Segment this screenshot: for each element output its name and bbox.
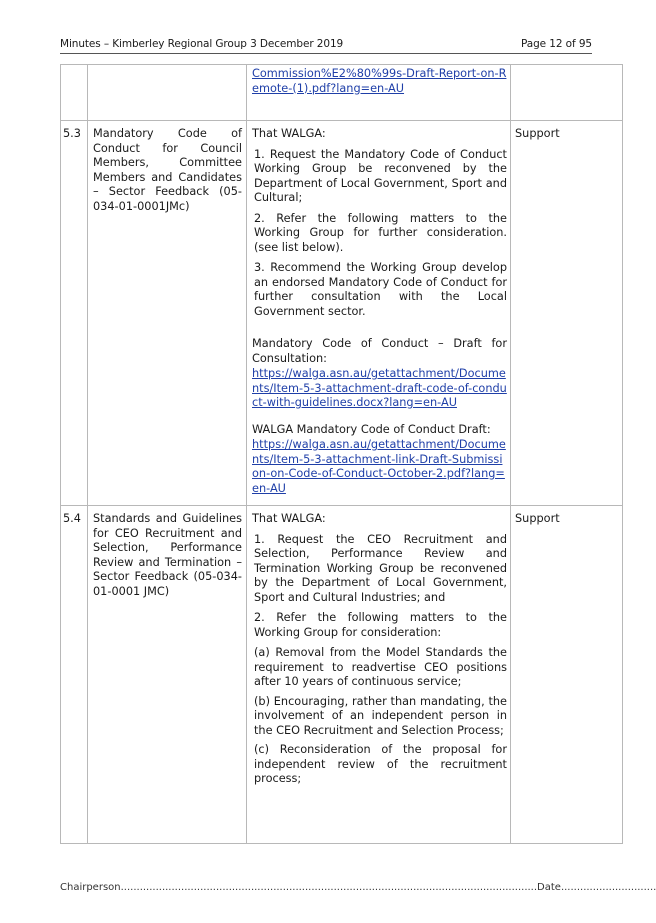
attachment-link-2[interactable]: https://walga.asn.au/getattachment/Documents/Item-5-3-attachment-link-Draft-Submission-on-Code-of-Conduct-October-2.pdf?lang=en-AU [252, 438, 506, 495]
date-label: Date [537, 882, 561, 893]
subject-cell [88, 65, 247, 121]
resolution-cell [247, 121, 511, 506]
page-number: Page 12 of 95 [521, 38, 592, 50]
resolution-intro: That WALGA: [252, 512, 326, 525]
signature-footer: Chairperson...................................................................................................................................Date.............................. [60, 882, 656, 893]
resolution-item-2: 2. Refer the following matters to the Working Group for consideration: [254, 611, 507, 639]
item-subject: Standards and Guidelines for CEO Recruitment and Selection, Performance Review and Termination – Sector Feedback (05-034-01-0001 JMC) [88, 506, 247, 844]
attachment-link-1[interactable]: https://walga.asn.au/getattachment/Documents/Item-5-3-attachment-draft-code-of-conduct-with-guidelines.docx?lang=en-AU [252, 367, 507, 409]
document-title: Minutes – Kimberley Regional Group 3 December 2019 [60, 38, 344, 50]
table-row-5-3 [61, 121, 623, 506]
resolution-item-1: 1. Request the Mandatory Code of Conduct Working Group be reconvened by the Department of Local Government, Sport and Cultural; [254, 147, 507, 204]
table-row-continued [61, 65, 623, 121]
resolution-cell [247, 65, 511, 121]
report-link[interactable]: Commission%E2%80%99s-Draft-Report-on-Remote-(1).pdf?lang=en-AU [252, 67, 507, 95]
position-value: Support [511, 121, 623, 506]
item-subject: Mandatory Code of Conduct for Council Members, Committee Members and Candidates – Sector Feedback (05-034-01-0001JMc) [88, 121, 247, 506]
position-value: Support [511, 506, 623, 844]
resolution-item-3: 3. Recommend the Working Group develop an endorsed Mandatory Code of Conduct for further consultation with the Local Government sector. [254, 261, 507, 318]
resolution-item-1: 1. Request the CEO Recruitment and Selection, Performance Review and Termination Working Group be reconvened by the Department of Local Government, Sport and Cultural Industries; and [254, 532, 507, 604]
resolution-sub-a: (a) Removal from the Model Standards the requirement to readvertise CEO positions after 10 years of continuous service; [254, 646, 507, 688]
item-number: 5.4 [61, 506, 88, 844]
chairperson-label: Chairperson [60, 882, 121, 893]
page-header [60, 38, 592, 52]
attachment-label-2: WALGA Mandatory Code of Conduct Draft: [252, 422, 491, 436]
minutes-table [60, 64, 623, 844]
header-divider [60, 53, 592, 54]
item-number: 5.3 [61, 121, 88, 506]
resolution-cell [247, 506, 511, 844]
resolution-sub-b: (b) Encouraging, rather than mandating, the involvement of an independent person in the CEO Recruitment and Selection Process; [254, 694, 507, 737]
table-row-5-4 [61, 506, 623, 844]
resolution-item-2: 2. Refer the following matters to the Working Group for further consideration. (see list below). [254, 211, 507, 254]
item-number-cell [61, 65, 88, 121]
resolution-intro: That WALGA: [252, 127, 326, 140]
position-cell [511, 65, 623, 121]
resolution-sub-c: (c) Reconsideration of the proposal for independent review of the recruitment process; [254, 743, 507, 785]
attachment-label-1: Mandatory Code of Conduct – Draft for Consultation: [252, 337, 507, 365]
